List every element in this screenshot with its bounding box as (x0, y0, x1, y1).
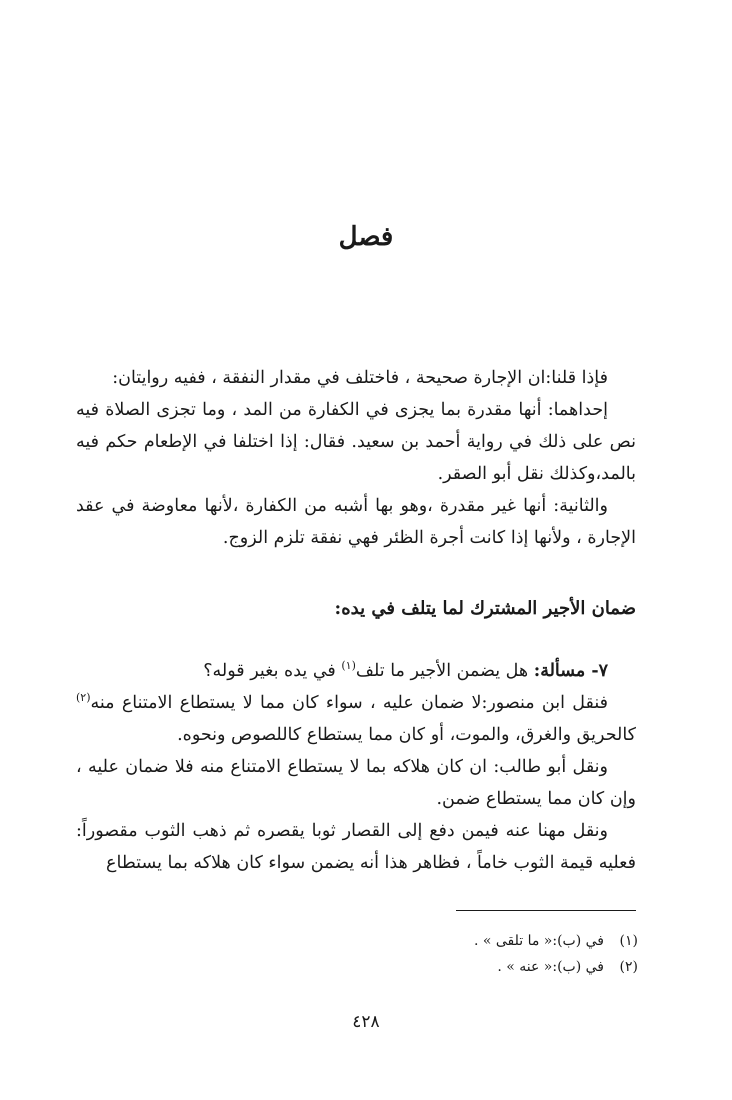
question-label: ٧- مسألة: (533, 661, 608, 681)
ibn-mansur-text-a: فنقل ابن منصور:لا ضمان عليه ، سواء كان مما لا يستطاع الامتناع منه (90, 693, 608, 713)
page-number: ٤٢٨ (352, 1012, 380, 1032)
paragraph-muhanna: ونقل مهنا عنه فيمن دفع إلى القصار ثوبا يقصره ثم ذهب الثوب مقصوراً: فعليه قيمة الثوب خاماً ، فظاهر هذا أنه يضمن سواء كان هلاكه بما يستطاع (76, 821, 636, 873)
footnote-text: في (ب):« عنه » . (497, 959, 604, 975)
footnote-ref-2: (٢) (76, 691, 91, 705)
body-section-2 (76, 655, 636, 879)
paragraph-ibn-mansur (76, 687, 636, 751)
paragraph-abu-talib: ونقل أبو طالب: ان كان هلاكه بما لا يستطاع الامتناع منه فلا ضمان عليه ، وإن كان مما يستطاع ضمن. (76, 757, 636, 809)
footnote-text: في (ب):« ما تلقى » . (473, 933, 604, 949)
footnote-divider (456, 910, 636, 911)
subheading: ضمان الأجير المشترك لما يتلف في يده: (334, 598, 636, 619)
footnote-2 (338, 954, 638, 980)
question-paragraph (76, 655, 636, 687)
paragraph-2: إحداهما: أنها مقدرة بما يجزى في الكفارة من المد ، وما تجزى الصلاة فيه نص على ذلك في رواية أحمد بن سعيد. فقال: إذا اختلفا في الإطعام حكم فيه بالمد،وكذلك نقل أبو الصقر. (76, 400, 636, 484)
footnote-number: (٢) (619, 959, 638, 975)
footnote-ref-1: (١) (341, 659, 356, 673)
paragraph-3: والثانية: أنها غير مقدرة ،وهو بها أشبه من الكفارة ،لأنها معاوضة في عقد الإجارة ، ولأنها إذا كانت أجرة الظئر فهي نفقة تلزم الزوج. (76, 496, 636, 548)
ibn-mansur-text-b: كالحريق والغرق، والموت، أو كان مما يستطاع كاللصوص ونحوه. (177, 725, 636, 745)
footnote-1 (338, 928, 638, 954)
question-text-b: في يده بغير قوله؟ (203, 661, 342, 681)
paragraph-1: فإذا قلنا:ان الإجارة صحيحة ، فاختلف في مقدار النفقة ، ففيه روايتان: (112, 368, 608, 388)
footnotes (338, 928, 638, 980)
question-text-a: هل يضمن الأجير ما تلف (355, 661, 534, 681)
section-title: فصل (338, 222, 394, 252)
body-section-1 (76, 362, 636, 554)
footnote-number: (١) (619, 933, 638, 949)
